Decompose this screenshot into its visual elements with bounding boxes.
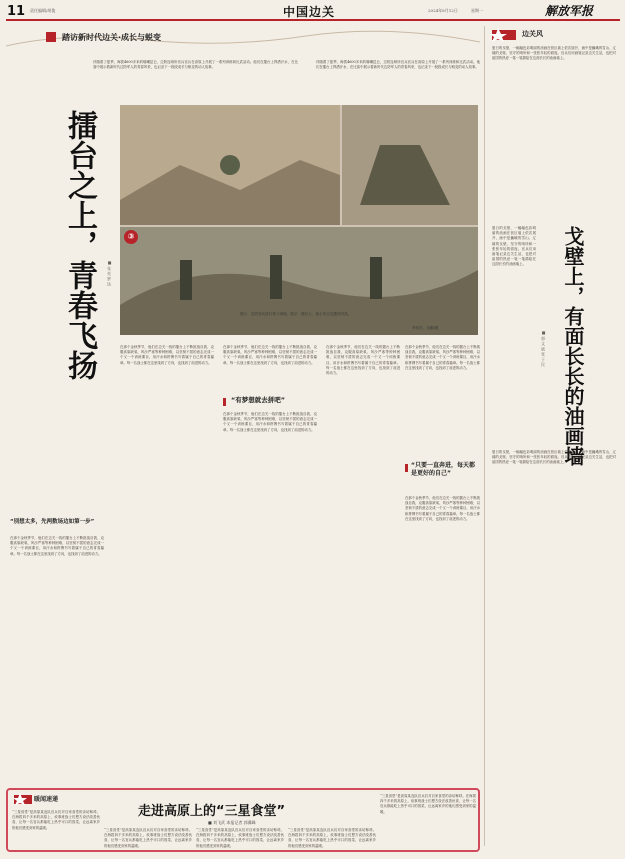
body-column-3a: 在那个金秋季节，他们在边关一线的擂台上不断挑战自我，克服高原缺氧、风沙严寒等种种困难，以坚韧不拔的意志完成一个又一个训练课目，用汗水和拼搏书写着属于自己的青春篇章。每一名战士都在这里找到了方向，也找到了前进的动力。 (223, 345, 317, 365)
title-char: ， (62, 230, 97, 260)
subhead-1: “别想太多，先两数场边如第一步” (10, 519, 95, 525)
side-body-3: 夏日的戈壁，一幅幅色彩明丽的油画在营区墙上依次展开，画中是巍峨的雪山、辽阔的戈壁、坚守的哨所和一张张年轻的面庞。官兵们用画笔记录边关生活，也把对祖国的热爱一笔一笔描绘在这面长长的油画墙上。 (492, 450, 616, 465)
side-title-char: 面 (561, 326, 585, 346)
page-number: 11 (7, 4, 26, 19)
intro-paragraph-2: 伴随着了夏季，海拔4600多米的喀喇昆仑，边防连哨所官兵官兵在高原上开展了一系列训练和比武活动。他们在擂台上挥洒汗水，在比赛中展示着新时代边防军人的青春风采，也记录下一段段成长与蜕变的动人故事。 (316, 60, 480, 70)
issue-weekday: 星期一 (471, 8, 483, 13)
subhead-3-box (405, 462, 480, 478)
side-title-char: 长 (561, 346, 585, 366)
side-title-char: 的 (561, 386, 585, 406)
bottom-article-box (6, 788, 480, 852)
side-title-char: 长 (561, 366, 585, 386)
title-char: 擂 (62, 110, 97, 140)
bottom-body-4: “三星食堂”是高原某连队官兵们对自家食堂的亲切称呼。在海拔四千多米的高原上，炊事班战士们想方设法改善伙食，让每一名官兵都能吃上热乎可口的饭菜，让远离家乡的他们感受到家的温暖。 (288, 828, 376, 848)
subhead-marker (405, 464, 408, 472)
body-column-4: 在那个金秋季节，他们在边关一线的擂台上不断挑战自我，克服高原缺氧、风沙严寒等种种困难，以坚韧不拔的意志完成一个又一个训练课目，用汗水和拼搏书写着属于自己的青春篇章。每一名战士都在这里找到了方向，也找到了前进的动力。 (326, 345, 400, 376)
body-column-1: 在那个金秋季节，他们在边关一线的擂台上不断挑战自我，克服高原缺氧、风沙严寒等种种困难，以坚韧不拔的意志完成一个又一个训练课目，用汗水和拼搏书写着属于自己的青春篇章。每一名战士都在这里找到了方向，也找到了前进的动力。 (10, 536, 104, 556)
banner (6, 26, 480, 50)
side-title-char: ， (561, 286, 585, 306)
side-body-1: 夏日的戈壁，一幅幅色彩明丽的油画在营区墙上依次展开，画中是巍峨的雪山、辽阔的戈壁、坚守的哨所和一张张年轻的面庞。官兵们用画笔记录边关生活，也把对祖国的热爱一笔一笔描绘在这面长长的油画墙上。 (492, 46, 616, 61)
photo-label-badge: ③ (124, 230, 138, 244)
side-title-char: 墙 (561, 446, 585, 466)
title-char: 上 (62, 200, 97, 230)
body-column-5a: 在那个金秋季节，他们在边关一线的擂台上不断挑战自我，克服高原缺氧、风沙严寒等种种困难，以坚韧不拔的意志完成一个又一个训练课目，用汗水和拼搏书写着属于自己的青春篇章。每一名战士都在这里找到了方向，也找到了前进的动力。 (405, 345, 480, 370)
section-title: 中国边关 (283, 5, 336, 19)
side-title-char: 壁 (561, 246, 585, 266)
bottom-column-label: 暖闻速递 (34, 796, 59, 803)
side-title-char: 戈 (561, 226, 585, 246)
title-char: 青 (62, 260, 97, 290)
photo-caption: 图①：边防官兵进行格斗训练。图②：擂台上，战士们正在激烈对抗。 (240, 312, 352, 316)
editor-line: 责任编辑/胡俊 (30, 8, 56, 13)
header-rule (6, 19, 620, 21)
intro-paragraph: 伴随着了夏季，海拔4600多米的喀喇昆仑，边防连哨所官兵官兵在高原上开展了一系列训练和比武活动。他们在擂台上挥洒汗水，在比赛中展示着新时代边防军人的青春风采，也记录下一段段成长与蜕变的动人故事。 (93, 60, 298, 70)
subhead-2-box (223, 396, 317, 405)
subhead-marker (223, 398, 226, 406)
bottom-body-1: “三星食堂”是高原某连队官兵们对自家食堂的亲切称呼。在海拔四千多米的高原上，炊事班战士们想方设法改善伙食，让每一名官兵都能吃上热乎可口的饭菜，让远离家乡的他们感受到家的温暖。 (12, 810, 100, 830)
title-char: 飞 (62, 320, 97, 350)
bottom-body-2: “三星食堂”是高原某连队官兵们对自家食堂的亲切称呼。在海拔四千多米的高原上，炊事班战士们想方设法改善伙食，让每一名官兵都能吃上热乎可口的饭菜，让远离家乡的他们感受到家的温暖。 (104, 828, 192, 848)
body-column-3b: 在那个金秋季节，他们在边关一线的擂台上不断挑战自我，克服高原缺氧、风沙严寒等种种困难，以坚韧不拔的意志完成一个又一个训练课目，用汗水和拼搏书写着属于自己的青春篇章。每一名战士都在这里找到了方向，也找到了前进的动力。 (223, 412, 317, 432)
bottom-body-3: “三星食堂”是高原某连队官兵们对自家食堂的亲切称呼。在海拔四千多米的高原上，炊事班战士们想方设法改善伙食，让每一名官兵都能吃上热乎可口的饭菜，让远离家乡的他们感受到家的温暖。 (196, 828, 284, 848)
subhead-2: “有梦想就去拼吧” (231, 396, 286, 404)
body-column-5b: 在那个金秋季节，他们在边关一线的擂台上不断挑战自我，克服高原缺氧、风沙严寒等种种困难，以坚韧不拔的意志完成一个又一个训练课目，用汗水和拼搏书写着属于自己的青春篇章。每一名战士都在这里找到了方向，也找到了前进的动力。 (405, 496, 480, 521)
side-label-icon (490, 26, 520, 42)
title-char: 之 (62, 170, 97, 200)
bottom-byline: ■ 刘飞武 本报记者 郭冀峰 (208, 820, 256, 825)
side-title-char: 上 (561, 266, 585, 286)
column-divider (484, 26, 485, 846)
side-title-char: 有 (561, 306, 585, 326)
title-char: 台 (62, 140, 97, 170)
side-title-char: 画 (561, 426, 585, 446)
side-column-header (490, 26, 620, 42)
side-title-char: 油 (561, 406, 585, 426)
issue-date: 2024年8月12日 (428, 8, 458, 13)
main-byline: ■ 张 亮 罗 达 (107, 260, 112, 287)
side-byline: ■ 郭 文 斌 张 子 民 (541, 330, 546, 367)
photo-graphic (120, 105, 478, 335)
bottom-label-icon (12, 792, 34, 806)
newspaper-logo: 解放军报 (545, 4, 594, 18)
side-body-2: 夏日的戈壁，一幅幅色彩明丽的油画在营区墙上依次展开，画中是巍峨的雪山、辽阔的戈壁、坚守的哨所和一张张年轻的面庞。官兵们用画笔记录边关生活，也把对祖国的热爱一笔一笔描绘在这面长长的油画墙上。 (492, 226, 536, 267)
side-column-label: 边关风 (522, 30, 543, 38)
bottom-body-5: “三星食堂”是高原某连队官兵们对自家食堂的亲切称呼。在海拔四千多米的高原上，炊事班战士们想方设法改善伙食，让每一名官兵都能吃上热乎可口的饭菜，让远离家乡的他们感受到家的温暖。 (380, 794, 476, 814)
bottom-article-title: 走进高原上的“三星食堂” (138, 804, 286, 819)
photo-collage (120, 105, 478, 335)
title-char: 扬 (62, 350, 97, 380)
banner-title: 踏访新时代边关·成长与蜕变 (62, 33, 162, 42)
body-column-2: 在那个金秋季节，他们在边关一线的擂台上不断挑战自我，克服高原缺氧、风沙严寒等种种困难，以坚韧不拔的意志完成一个又一个训练课目，用汗水和拼搏书写着属于自己的青春篇章。每一名战士都在这里找到了方向，也找到了前进的动力。 (120, 345, 214, 365)
main-title (60, 110, 102, 510)
subhead-3: “只要一直奔进，每天都是更好的自己” (411, 462, 475, 477)
photo-credit: 李伟东、吴鹏/摄 (412, 326, 439, 330)
title-char: 春 (62, 290, 97, 320)
